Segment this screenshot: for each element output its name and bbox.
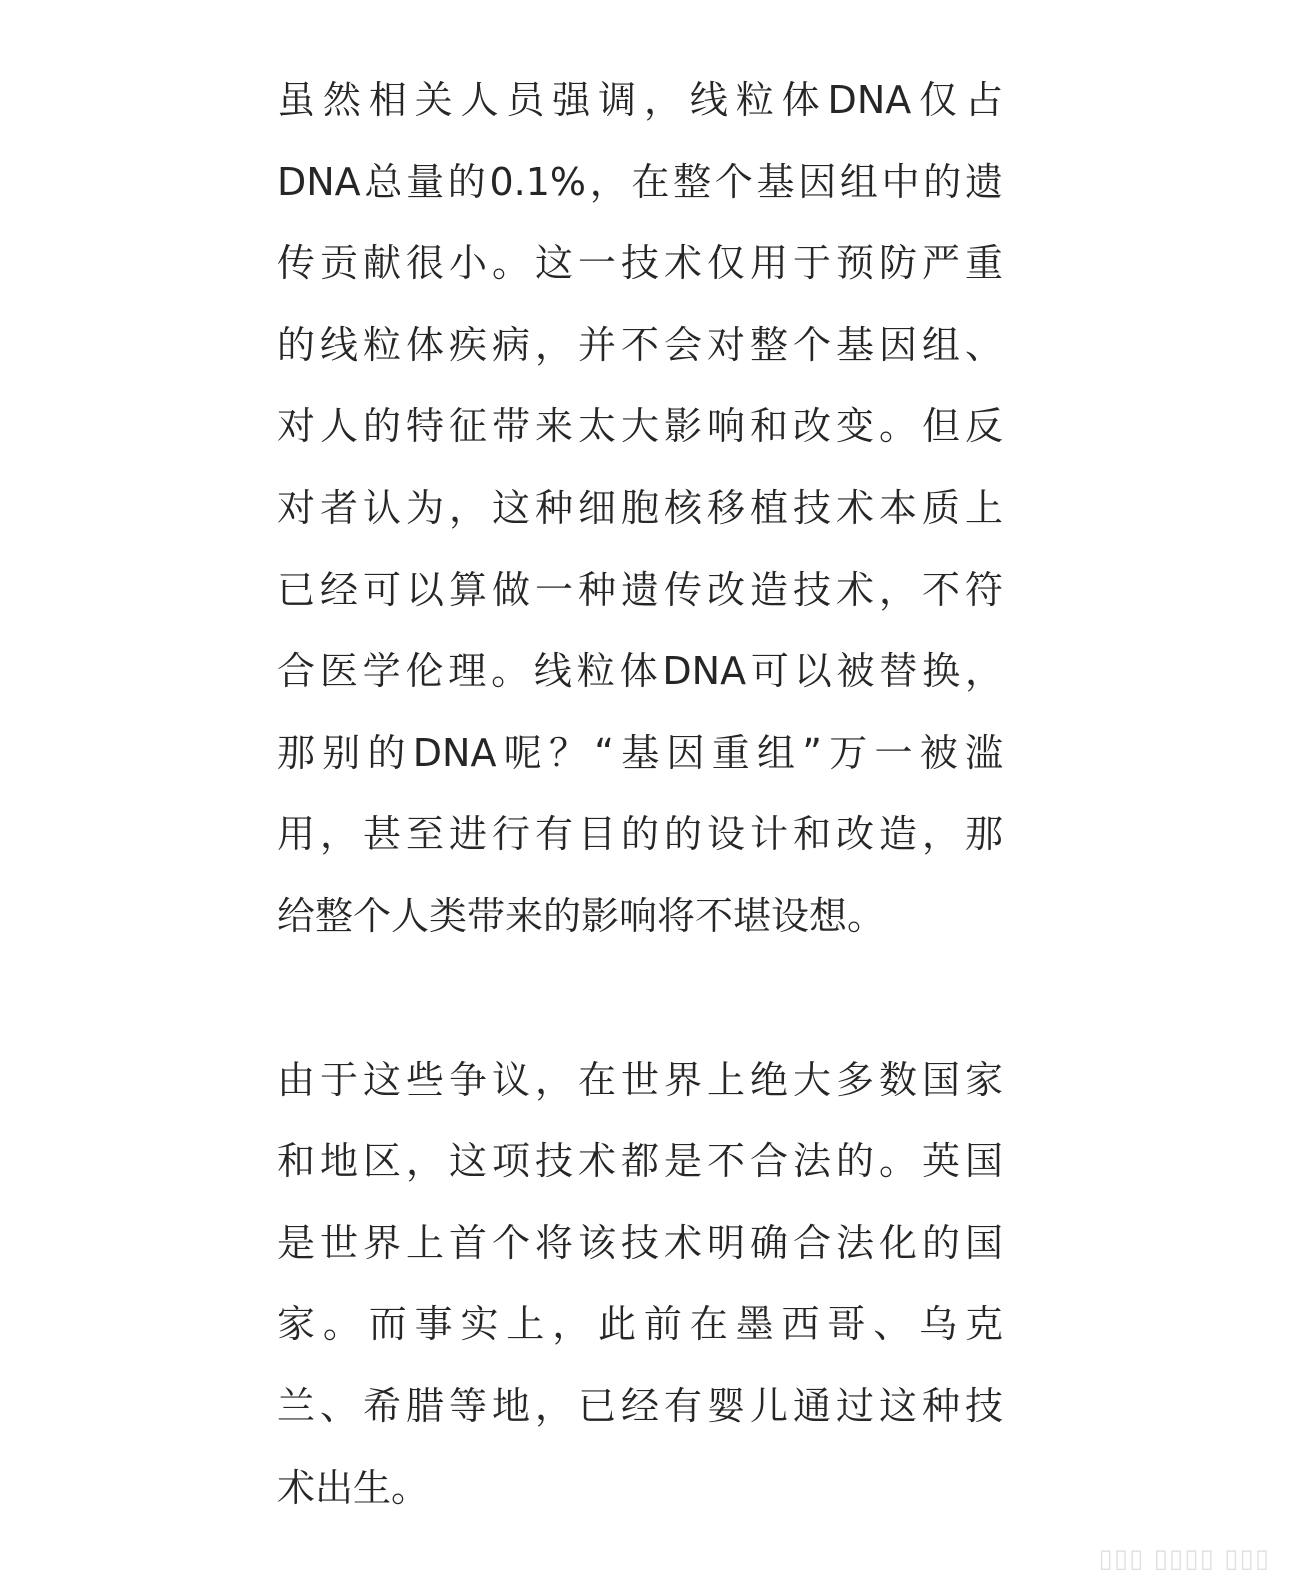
text-line: 是世界上首个将该技术明确合法化的国 [277, 1220, 1003, 1265]
text-line: 对者认为，这种细胞核移植技术本质上 [277, 485, 1003, 530]
text-line: 兰、希腊等地，已经有婴儿通过这种技 [277, 1383, 1003, 1428]
article-body [277, 60, 1003, 1529]
text-line: 的线粒体疾病，并不会对整个基因组、 [277, 322, 1003, 367]
text-line: 虽然相关人员强调，线粒体DNA仅占 [277, 78, 1003, 122]
paragraph-gap [277, 958, 1003, 1040]
watermark-logo: ▯▯▯ ▯▯▯▯ ▯▯▯ [1098, 1544, 1270, 1574]
text-line: 那别的DNA呢？“基因重组”万一被滥 [277, 730, 1003, 775]
text-line: DNA总量的0.1%，在整个基因组中的遗 [277, 159, 1003, 204]
text-line: 传贡献很小。这一技术仅用于预防严重 [277, 241, 1003, 286]
text-line: 已经可以算做一种遗传改造技术，不符 [277, 567, 1003, 612]
text-line: 由于这些争议，在世界上绝大多数国家 [277, 1057, 1003, 1102]
paragraph-1 [277, 60, 1003, 958]
paragraph-2 [277, 1040, 1003, 1530]
text-line: 家。而事实上，此前在墨西哥、乌克 [277, 1302, 1003, 1347]
text-line: 合医学伦理。线粒体DNA可以被替换， [277, 649, 1003, 694]
text-line: 和地区，这项技术都是不合法的。英国 [277, 1139, 1003, 1184]
text-line: 用，甚至进行有目的的设计和改造，那 [277, 812, 1003, 857]
text-line: 术出生。 [277, 1465, 430, 1510]
text-line: 对人的特征带来太大影响和改变。但反 [277, 404, 1003, 449]
text-line: 给整个人类带来的影响将不堪设想。 [277, 893, 886, 938]
